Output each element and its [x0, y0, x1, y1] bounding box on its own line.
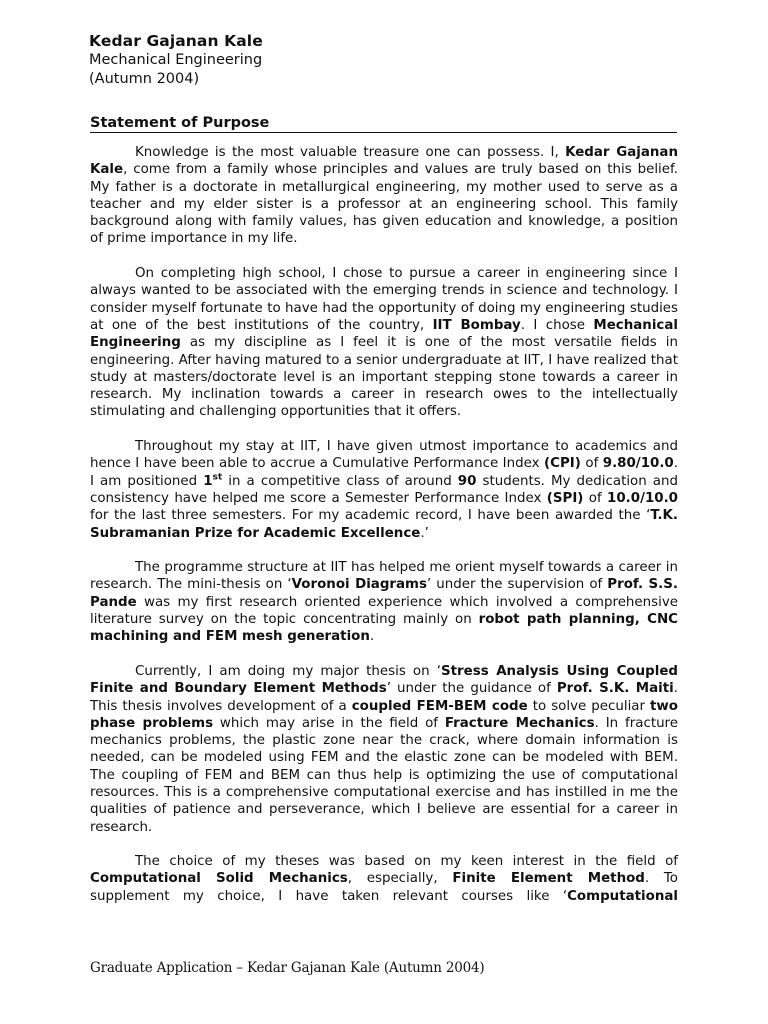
- bold-text: Mechanical Engineering: [90, 317, 678, 351]
- body-text: ’ under the supervision of: [426, 577, 608, 593]
- bold-text: (CPI): [544, 456, 581, 472]
- bold-text: Computational: [567, 888, 678, 904]
- bold-text: Computational Solid Mechanics: [90, 871, 348, 887]
- bold-text: Kedar Gajanan Kale: [90, 145, 678, 178]
- bold-text: T.K. Subramanian Prize for Academic Excellence: [90, 508, 678, 541]
- bold-text: Stress Analysis Using Coupled Finite and Boundary Element Methods: [90, 663, 678, 697]
- body-text: ’ under the guidance of: [386, 681, 557, 697]
- body-text: , come from a family whose principles and values are truly based on this belief. My father is a doctorate in metallurgical engineering, my mother used to serve as a teacher and my elder sister is a professor at an engineering school. This family background along with family values, has given education and knowledge, a position of prime importance in my life.: [90, 162, 678, 247]
- body-text: .: [369, 629, 375, 645]
- body-text: The choice of my theses was based on my keen interest in the field of: [135, 854, 678, 870]
- author-header: [89, 32, 263, 89]
- superscript-text: st: [212, 472, 223, 483]
- body-text: .’: [420, 525, 429, 541]
- bold-text: Fracture Mechanics: [444, 715, 595, 731]
- body-text: of: [583, 490, 608, 506]
- page-footer: Graduate Application – Kedar Gajanan Kale (Autumn 2004): [90, 960, 485, 976]
- body-text: to solve peculiar: [527, 698, 651, 714]
- bold-text: robot path planning, CNC machining and FEM mesh generation: [90, 612, 678, 645]
- paragraph-academics: [90, 438, 678, 542]
- bold-text: two phase problems: [90, 698, 678, 731]
- body-text: Knowledge is the most valuable treasure one can possess. I,: [135, 145, 566, 160]
- author-department: Mechanical Engineering: [89, 52, 263, 68]
- body-text: Currently, I am doing my major thesis on ‘: [135, 663, 441, 679]
- bold-text: Voronoi Diagrams: [291, 577, 427, 593]
- bold-text: Prof. S.K. Maiti: [556, 681, 674, 697]
- bold-text: 90: [457, 473, 477, 489]
- author-name: Kedar Gajanan Kale: [89, 32, 263, 50]
- body-text: , especially,: [347, 871, 453, 887]
- body-text: students. My dedication and consistency have helped me score a Semester Performance Index: [90, 473, 678, 506]
- document-title: Statement of Purpose: [90, 115, 677, 133]
- statement-body: [90, 144, 678, 922]
- bold-text: Finite Element Method: [452, 871, 645, 887]
- paragraph-thesis-choice: [90, 853, 678, 905]
- bold-text: Prof. S.S. Pande: [90, 577, 678, 610]
- bold-text: (SPI): [546, 490, 584, 506]
- body-text: . In fracture mechanics problems, the plastic zone near the crack, where domain information is needed, can be modeled using FEM and the elastic zone can be modeled with BEM. The coupling of FEM and BEM can thus help is optimizing the use of computational resources. This is a comprehensive computational exercise and has instilled in me the qualities of patience and perseverance, which I believe are essential for a career in research.: [90, 715, 679, 835]
- bold-text: 1: [203, 473, 213, 489]
- body-text: as my discipline as I feel it is one of the most versatile fields in engineering. After having matured to a senior undergraduate at IIT, I have realized that study at masters/doctorate level is an important stepping stone towards a career in research. My inclination towards a career in research owes to the intellectually stimulating and challenging opportunities that it offers.: [90, 335, 678, 420]
- bold-text: IIT Bombay: [432, 317, 521, 333]
- body-text: of: [580, 456, 603, 472]
- body-text: . I am positioned: [90, 456, 678, 489]
- bold-text: 9.80/10.0: [602, 456, 674, 472]
- body-text: On completing high school, I chose to pursue a career in engineering since I always wanted to be associated with the emerging trends in science and technology. I consider myself fortunate to have had the opportunity of doing my engineering studies at one of the best institutions of the country,: [90, 266, 678, 333]
- paragraph-major-thesis: [90, 663, 678, 836]
- body-text: . This thesis involves development of a: [90, 681, 678, 714]
- body-text: The programme structure at IIT has helped me orient myself towards a career in research. The mini-thesis on ‘: [90, 560, 678, 593]
- paragraph-mini-thesis: [90, 559, 678, 645]
- paragraph-engineering-choice: [90, 265, 678, 421]
- body-text: which may arise in the field of: [213, 715, 445, 731]
- body-text: . I chose: [520, 317, 594, 333]
- bold-text: coupled FEM-BEM code: [351, 698, 528, 714]
- application-term: (Autumn 2004): [89, 71, 200, 87]
- body-text: was my first research oriented experience which involved a comprehensive literature survey on the topic concentrating mainly on: [90, 594, 678, 628]
- bold-text: 10.0/10.0: [607, 490, 678, 506]
- paragraph-family-background: [90, 144, 678, 248]
- body-text: Throughout my stay at IIT, I have given utmost importance to academics and hence I have been able to accrue a Cumulative Performance Index: [90, 439, 678, 472]
- body-text: . To supplement my choice, I have taken relevant courses like ‘: [90, 871, 678, 904]
- body-text: for the last three semesters. For my academic record, I have been awarded the ‘: [90, 508, 651, 524]
- body-text: in a competitive class of around: [222, 473, 458, 489]
